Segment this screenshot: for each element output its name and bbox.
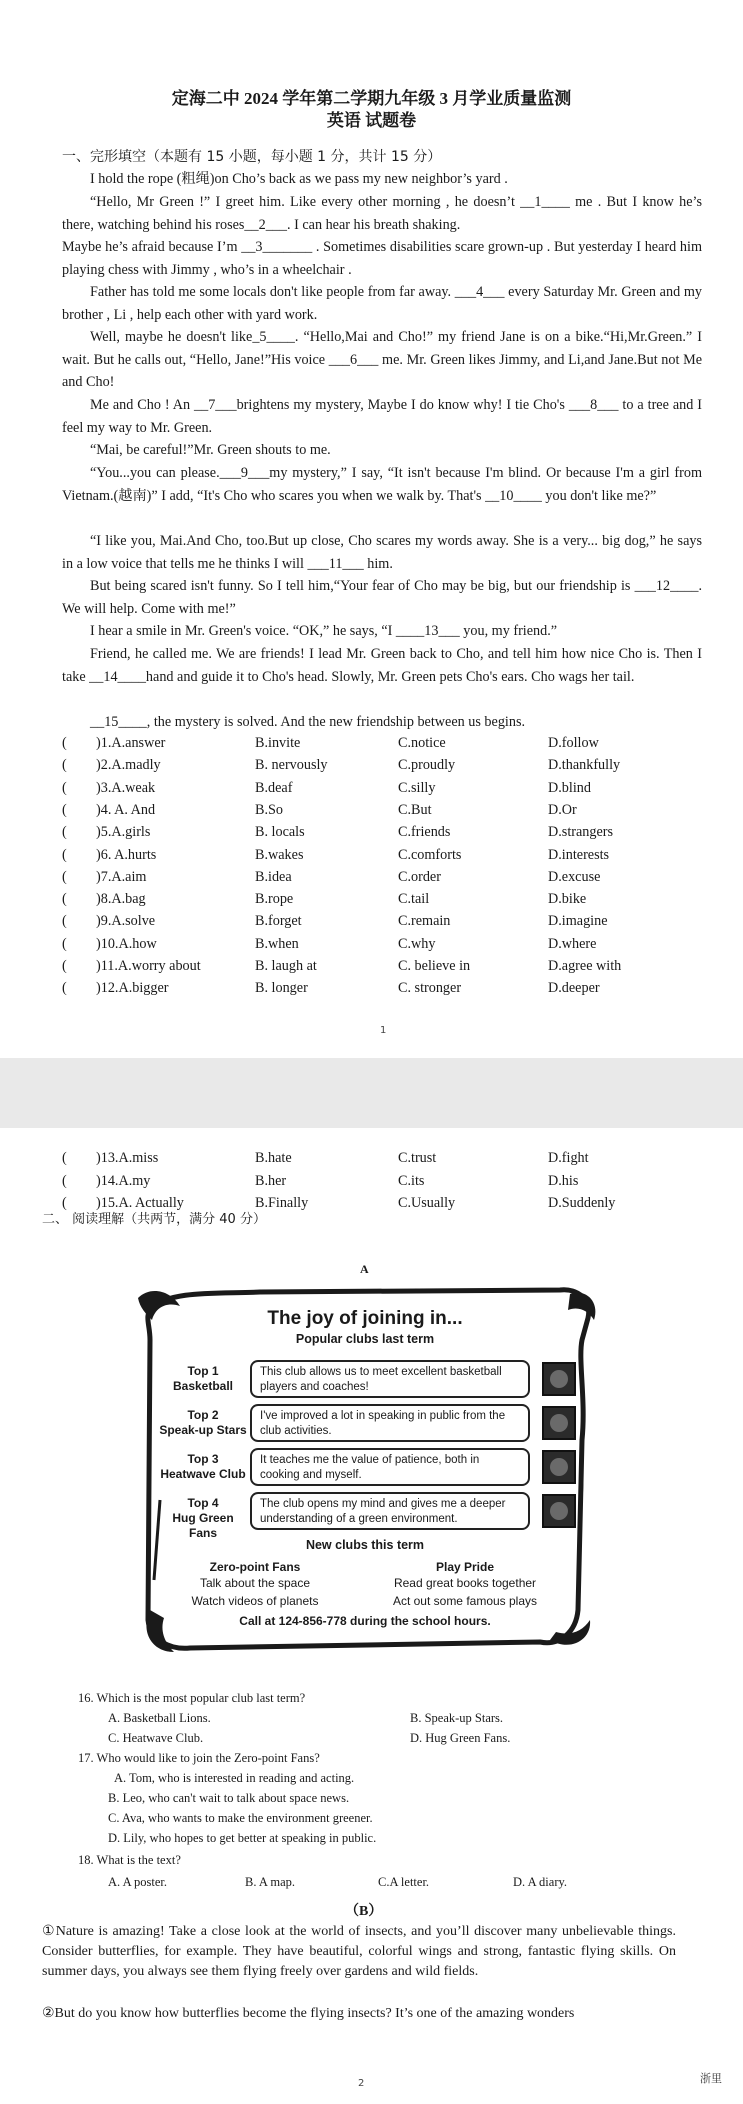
option-row — [62, 958, 702, 980]
option-choice: D.imagine — [548, 913, 608, 930]
option-choice: C.But — [398, 801, 432, 818]
answer-blank: ( — [62, 1172, 67, 1189]
option-choice: D.excuse — [548, 868, 601, 885]
new-club-name: Play Pride — [435, 1560, 495, 1574]
club-name: Heatwave Club — [160, 1467, 246, 1481]
option-row — [62, 936, 702, 958]
option-choice: D.follow — [548, 735, 599, 751]
option-choice: B.Finally — [255, 1195, 309, 1211]
option-choice: B.forget — [255, 913, 302, 930]
option-choice: )13.A.miss — [96, 1150, 159, 1166]
option-choice: C.tail — [398, 891, 430, 908]
option-choice: )15.A. Actually — [96, 1195, 184, 1211]
option-choice: B.idea — [255, 868, 292, 885]
question-stem: 18. What is the text? — [78, 1853, 181, 1867]
option-choice: C.friends — [398, 824, 451, 841]
reading-paragraph: ①Nature is amazing! Take a close look at the world of insects, and you’ll discover many unbelievable things. Consider butterflies, for example. They have beautiful, colorful wings and strong, fantastic flying skills. On summer days, you always see them flying freely over gardens and wild fields. — [42, 1924, 676, 1979]
page-number: 2 — [358, 2078, 365, 2089]
club-photo — [542, 1450, 576, 1484]
answer-option: A. A poster. — [108, 1875, 168, 1889]
answer-blank: ( — [62, 1150, 67, 1166]
option-choice: B. laugh at — [255, 958, 317, 974]
club-poster — [130, 1280, 600, 1660]
cloze-paragraph: “Mai, be careful!”Mr. Green shouts to me. — [90, 442, 331, 458]
option-choice: )10.A.how — [96, 935, 157, 952]
club-review-bubble: The club opens my mind and gives me a deeper understanding of a green environment. — [250, 1492, 530, 1530]
option-choice: D.Suddenly — [548, 1195, 616, 1211]
option-choice: C.remain — [398, 913, 451, 930]
answer-blank: ( — [62, 1195, 67, 1211]
answer-blank: ( — [62, 735, 67, 751]
club-rank: Top 4 — [187, 1496, 219, 1510]
page-number: 1 — [380, 1025, 387, 1036]
option-choice: D.interests — [548, 846, 610, 863]
option-row — [62, 1150, 702, 1172]
option-choice: B.when — [255, 935, 299, 952]
section1-heading: 一、完形填空（本题有 15 小题，每小题 1 分，共计 15 分） — [62, 149, 442, 165]
option-choice: C.silly — [398, 779, 436, 796]
cloze-paragraph: “I like you, Mai.And Cho, too.But up close, Cho scares my words away. She is a very... big dog,” he says in a low voice that tells me he thinks I will ___11___ him. — [62, 533, 702, 572]
option-choice: D.agree with — [548, 958, 622, 974]
cloze-paragraph: But being scared isn't funny. So I tell him,“Your fear of Cho may be big, but our friendship is ___12____. We will help. Come with me!” — [62, 578, 702, 617]
option-choice: B. locals — [255, 824, 305, 841]
option-choice: B.deaf — [255, 779, 293, 796]
option-choice: )6. A.hurts — [96, 846, 157, 863]
club-review-bubble: It teaches me the value of patience, both in cooking and myself. — [250, 1448, 530, 1486]
answer-option: B. A map. — [245, 1875, 296, 1889]
option-choice: )11.A.worry about — [96, 958, 201, 974]
cloze-paragraph: “You...you can please.___9___my mystery,” I say, “It isn't because I'm blind. Or because I'm a girl from Vietnam.(越南)” I add, “It's Cho who scares you when we walk by. That's __10____ you don't like me?” — [62, 465, 702, 504]
corner-mark: 浙里 — [700, 2072, 722, 2085]
poster-subtitle: Popular clubs last term — [295, 1332, 435, 1346]
club-name: Speak-up Stars — [159, 1423, 247, 1437]
question-stem: 17. Who would like to join the Zero-point Fans? — [78, 1751, 320, 1765]
answer-option: B. Speak-up Stars. — [410, 1711, 504, 1725]
club-rank-label — [158, 1408, 248, 1438]
option-choice: )14.A.my — [96, 1172, 151, 1189]
new-club-line: Talk about the space — [199, 1576, 311, 1590]
option-row — [62, 824, 702, 846]
answer-blank: ( — [62, 846, 67, 863]
club-photo — [542, 1362, 576, 1396]
club-review-bubble: I've improved a lot in speaking in public from the club activities. — [250, 1404, 530, 1442]
club-name: Hug Green Fans — [172, 1511, 234, 1540]
answer-option: C. Heatwave Club. — [108, 1731, 204, 1745]
club-rank-label — [158, 1364, 248, 1394]
option-choice: C. stronger — [398, 980, 462, 997]
answer-option: D. A diary. — [513, 1875, 568, 1889]
new-club-line: Read great books together — [393, 1576, 537, 1590]
option-choice: B. longer — [255, 980, 308, 997]
answer-option: C. Ava, who wants to make the environment greener. — [108, 1811, 373, 1825]
option-choice: C.notice — [398, 735, 446, 751]
option-choice: C.its — [398, 1172, 425, 1189]
part-a-label: A — [360, 1262, 369, 1276]
new-clubs-heading: New clubs this term — [305, 1538, 425, 1552]
option-choice: B.rope — [255, 891, 294, 908]
answer-blank: ( — [62, 980, 67, 997]
cloze-paragraph: Father has told me some locals don't like people from far away. ___4___ every Saturday Mr. Green and my brother , Li , help each other with yard work. — [62, 284, 702, 323]
new-club-line: Watch videos of planets — [191, 1594, 319, 1608]
option-choice: D.blind — [548, 779, 591, 796]
club-rank: Top 1 — [187, 1364, 219, 1378]
option-row — [62, 1173, 702, 1195]
option-row — [62, 802, 702, 824]
question-stem: 16. Which is the most popular club last term? — [78, 1691, 306, 1705]
option-row — [62, 735, 702, 757]
cloze-paragraph: Me and Cho ! An __7___brightens my mystery, Maybe I do know why! I tie Cho's ___8___ to a tree and I feel my way to Mr. Green. — [62, 397, 702, 436]
option-choice: )3.A.weak — [96, 779, 156, 796]
answer-option: A. Tom, who is interested in reading and acting. — [114, 1771, 355, 1785]
club-rank-label — [158, 1452, 248, 1482]
option-choice: )2.A.madly — [96, 757, 161, 774]
club-photo — [542, 1494, 576, 1528]
cloze-paragraph: “Hello, Mr Green !” I greet him. Like every other morning , he doesn’t __1____ me . But I know he’s there, watching behind his roses__2___. I can hear his breath shaking. — [62, 194, 702, 233]
option-choice: )1.A.answer — [96, 735, 166, 751]
option-choice: D.bike — [548, 891, 587, 908]
new-club-name: Zero-point Fans — [209, 1560, 301, 1574]
club-review-bubble: This club allows us to meet excellent basketball players and coaches! — [250, 1360, 530, 1398]
option-choice: B.hate — [255, 1150, 292, 1166]
option-row — [62, 891, 702, 913]
part-b-label: （B） — [345, 1904, 383, 1919]
answer-blank: ( — [62, 779, 67, 796]
club-rank-label — [158, 1496, 248, 1541]
option-choice: B.wakes — [255, 846, 304, 863]
answer-option: A. Basketball Lions. — [108, 1711, 211, 1725]
option-choice: C.proudly — [398, 757, 456, 774]
answer-blank: ( — [62, 891, 67, 908]
option-choice: )9.A.solve — [96, 913, 156, 930]
option-choice: C. believe in — [398, 958, 471, 974]
answer-blank: ( — [62, 935, 67, 952]
option-choice: )7.A.aim — [96, 868, 147, 885]
answer-option: D. Hug Green Fans. — [410, 1731, 511, 1745]
option-choice: D.thankfully — [548, 757, 621, 774]
cloze-paragraph: I hold the rope (粗绳)on Cho’s back as we pass my new neighbor’s yard . — [90, 171, 508, 187]
option-row — [62, 869, 702, 891]
poster-call-info: Call at 124-856-778 during the school hours. — [239, 1614, 491, 1628]
club-name: Basketball — [172, 1379, 234, 1393]
answer-option: D. Lily, who hopes to get better at speaking in public. — [108, 1831, 377, 1845]
answer-option: B. Leo, who can't wait to talk about space news. — [108, 1791, 350, 1805]
cloze-paragraph: __15____, the mystery is solved. And the new friendship between us begins. — [90, 714, 526, 730]
poster-title: The joy of joining in... — [267, 1308, 463, 1329]
answer-blank: ( — [62, 958, 67, 974]
club-rank: Top 2 — [187, 1408, 219, 1422]
answer-option: C.A letter. — [378, 1875, 430, 1889]
exam-subtitle: 英语 试题卷 — [326, 111, 417, 130]
option-row — [62, 913, 702, 935]
option-row — [62, 757, 702, 779]
club-photo — [542, 1406, 576, 1440]
option-choice: D.fight — [548, 1150, 589, 1166]
option-choice: D.where — [548, 935, 597, 952]
option-choice: )4. A. And — [96, 801, 156, 818]
option-choice: C.order — [398, 868, 441, 885]
reading-paragraph: ②But do you know how butterflies become the flying insects? It’s one of the amazing wonders — [42, 2006, 575, 2021]
option-choice: D.deeper — [548, 980, 600, 997]
option-row — [62, 847, 702, 869]
option-choice: )8.A.bag — [96, 891, 146, 908]
option-row — [62, 780, 702, 802]
option-choice: B. nervously — [255, 757, 328, 774]
option-choice: )5.A.girls — [96, 824, 151, 841]
option-choice: C.Usually — [398, 1195, 456, 1211]
new-club-line: Act out some famous plays — [392, 1594, 538, 1608]
option-choice: C.trust — [398, 1150, 437, 1166]
option-choice: D.his — [548, 1172, 579, 1189]
option-choice: )12.A.bigger — [96, 980, 169, 997]
option-choice: B.her — [255, 1172, 287, 1189]
section2-heading: 二、 阅读理解（共两节，满分 40 分） — [42, 1212, 266, 1227]
option-choice: D.strangers — [548, 824, 614, 841]
option-choice: D.Or — [548, 801, 577, 818]
cloze-paragraph: I hear a smile in Mr. Green's voice. “OK,” he says, “I ____13___ you, my friend.” — [90, 623, 558, 639]
cloze-paragraph: Friend, he called me. We are friends! I lead Mr. Green back to Cho, and tell him how nice Cho is. Then I take __14____hand and guide it to Cho's head. Slowly, Mr. Green pets Cho's ears. Cho wags her tail. — [62, 646, 702, 685]
option-choice: B.So — [255, 801, 283, 818]
option-choice: C.why — [398, 935, 436, 952]
option-choice: B.invite — [255, 735, 301, 751]
answer-blank: ( — [62, 913, 67, 930]
answer-blank: ( — [62, 801, 67, 818]
club-rank: Top 3 — [187, 1452, 219, 1466]
answer-blank: ( — [62, 824, 67, 841]
answer-blank: ( — [62, 868, 67, 885]
cloze-paragraph: Maybe he’s afraid because I’m __3_______ . Sometimes disabilities scare grown-up . But yesterday I heard him playing chess with Jimmy , who’s in a wheelchair . — [62, 239, 702, 278]
exam-title: 定海二中 2024 学年第二学期九年级 3 月学业质量监测 — [171, 89, 572, 108]
cloze-paragraph: Well, maybe he doesn't like_5____. “Hello,Mai and Cho!” my friend Jane is on a bike.“Hi,Mr.Green.” I wait. But he calls out, “Hello, Jane!”His voice ___6___ me. Mr. Green likes Jimmy, and Li,and Jane.But not Me and Cho! — [62, 329, 702, 390]
option-row — [62, 980, 702, 1002]
option-choice: C.comforts — [398, 846, 462, 863]
answer-blank: ( — [62, 757, 67, 774]
